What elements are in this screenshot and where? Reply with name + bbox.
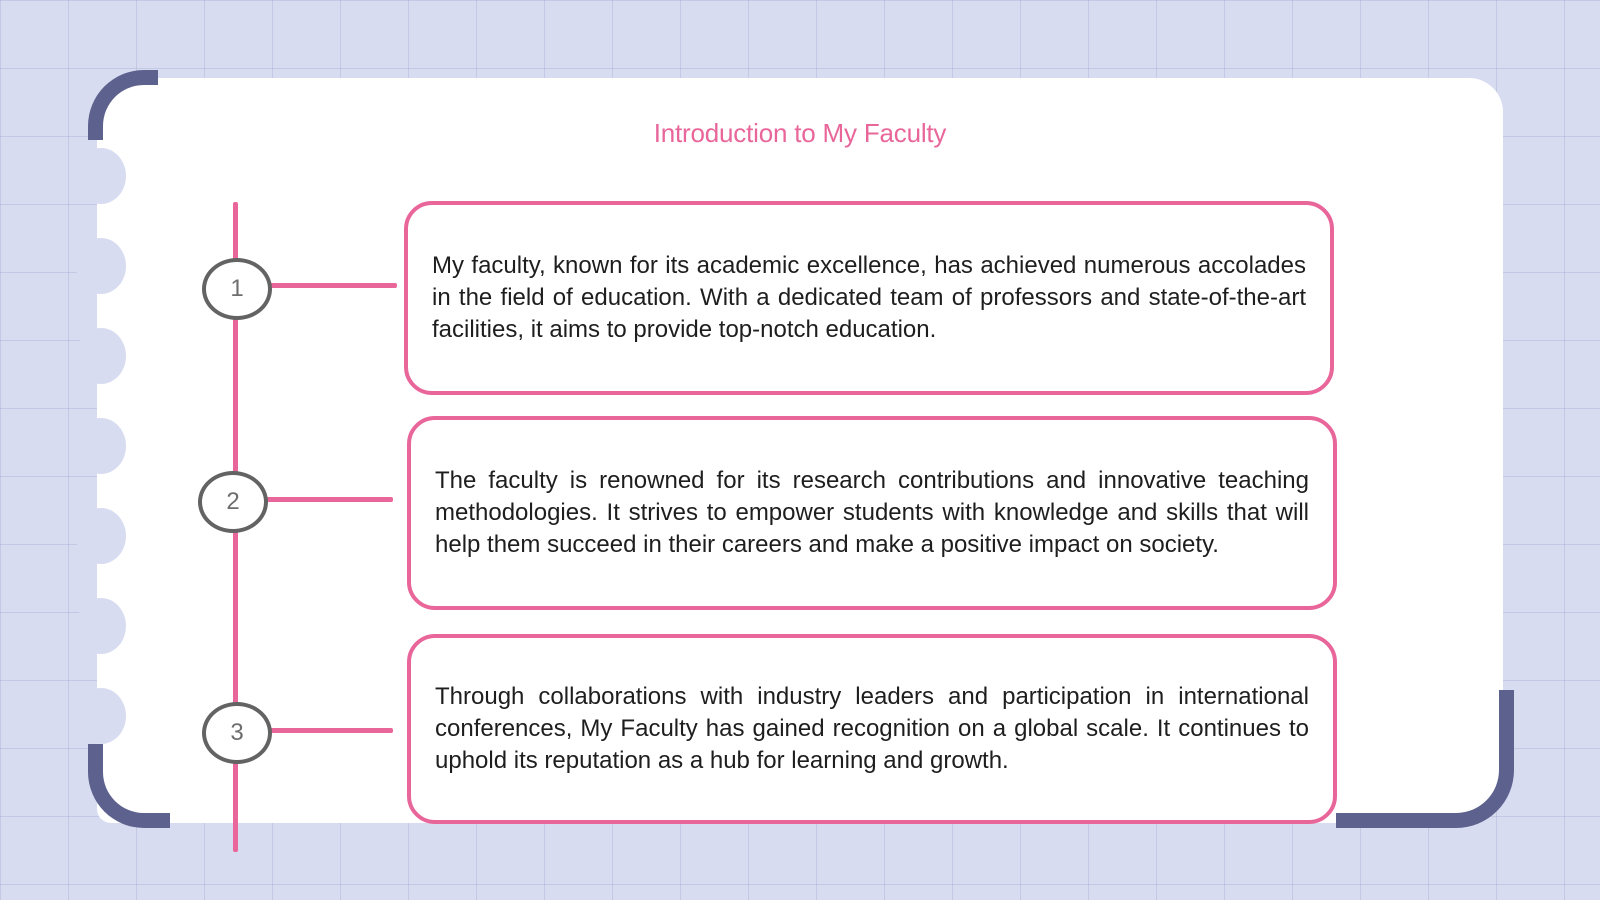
step-3-text: Through collaborations with industry leaders and participation in international conferences, My Faculty has gained recognition on a global scale. It continues to uphold its reputation as a hub for learning and growth. — [435, 683, 1309, 774]
step-1-text: My faculty, known for its academic excellence, has achieved numerous accolades in the field of education. With a dedicated team of professors and state-of-the-art facilities, it aims to provide top-notch education. — [432, 252, 1306, 343]
step-2-number-badge: 2 — [198, 471, 268, 533]
slide-title: Introduction to My Faculty — [653, 118, 947, 148]
step-1-card — [404, 201, 1334, 395]
paper-scallop — [76, 148, 126, 204]
step-2-text: The faculty is renowned for its research contributions and innovative teaching methodologies. It strives to empower students with knowledge and skills that will help them succeed in their careers and make a positive impact on society. — [435, 467, 1309, 558]
step-3-card — [407, 634, 1337, 824]
step-3-connector — [265, 728, 393, 733]
corner-bracket-top-left — [88, 70, 158, 140]
paper-scallop — [76, 328, 126, 384]
step-2-card — [407, 416, 1337, 610]
corner-bracket-bottom-right — [1336, 690, 1514, 828]
paper-scallop — [76, 238, 126, 294]
paper-scallop — [76, 508, 126, 564]
paper-scallop — [76, 418, 126, 474]
paper-scallop — [76, 688, 126, 744]
step-2-connector — [262, 497, 393, 502]
step-3-number-badge: 3 — [202, 702, 272, 764]
paper-scallop — [76, 598, 126, 654]
step-1-number-badge: 1 — [202, 258, 272, 320]
step-1-connector — [265, 283, 397, 288]
